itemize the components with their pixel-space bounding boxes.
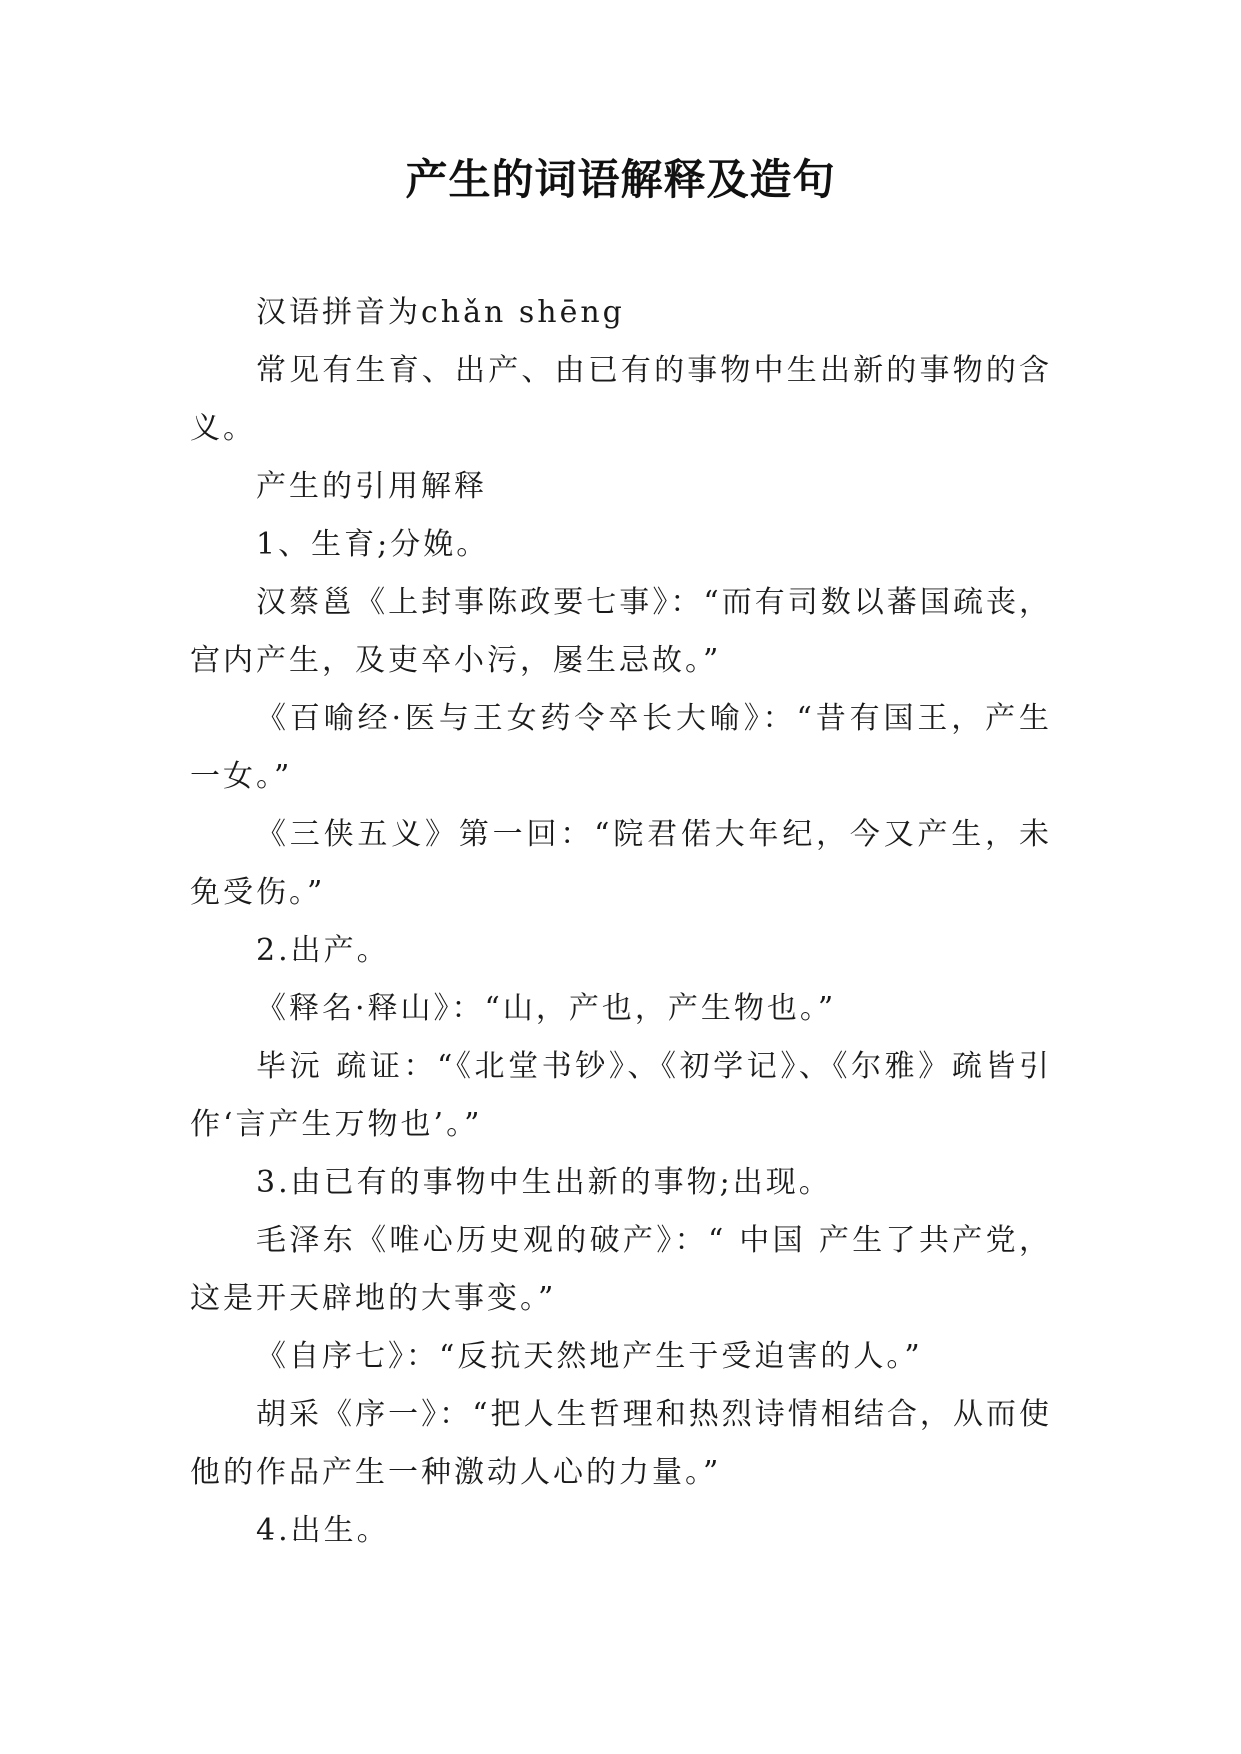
paragraph-definition-3: 3.由已有的事物中生出新的事物;出现。: [256, 1165, 832, 1200]
paragraph-pinyin: 汉语拼音为chǎn shēng: [256, 295, 625, 330]
paragraph-definition-2: 2.出产。: [256, 933, 390, 968]
paragraph-definition-4: 4.出生。: [256, 1513, 390, 1548]
paragraph-meaning-summary: 常见有生育、出产、由已有的事物中生出新的事物的含义。: [190, 353, 1052, 446]
paragraph-quote: 《释名·释山》：“山，产也，产生物也。”: [256, 991, 837, 1026]
paragraph-quote: 《三侠五义》第一回：“院君偌大年纪，今又产生，未免受伤。”: [190, 817, 1052, 910]
paragraph-section-heading: 产生的引用解释: [256, 469, 487, 504]
paragraph-quote: 《百喻经·医与王女药令卒长大喻》：“昔有国王，产生一女。”: [190, 701, 1052, 794]
paragraph-quote: 《自序七》：“反抗天然地产生于受迫害的人。”: [256, 1339, 923, 1374]
paragraph-quote: 毕沅 疏证：“《北堂书钞》、《初学记》、《尔雅》疏皆引作‘言产生万物也’。”: [190, 1049, 1052, 1142]
paragraph-quote: 汉蔡邕《上封事陈政要七事》：“而有司数以蕃国疏丧，宫内产生，及吏卒小污，屡生忌故。”: [190, 585, 1052, 678]
paragraph-quote: 胡采《序一》：“把人生哲理和热烈诗情相结合，从而使他的作品产生一种激动人心的力量。”: [190, 1397, 1052, 1490]
document-title: 产生的词语解释及造句: [405, 155, 836, 204]
paragraph-definition-1: 1、生育;分娩。: [256, 527, 490, 562]
document-body: [190, 284, 1052, 1560]
paragraph-quote: 毛泽东《唯心历史观的破产》：“ 中国 产生了共产党，这是开天辟地的大事变。”: [190, 1223, 1052, 1316]
